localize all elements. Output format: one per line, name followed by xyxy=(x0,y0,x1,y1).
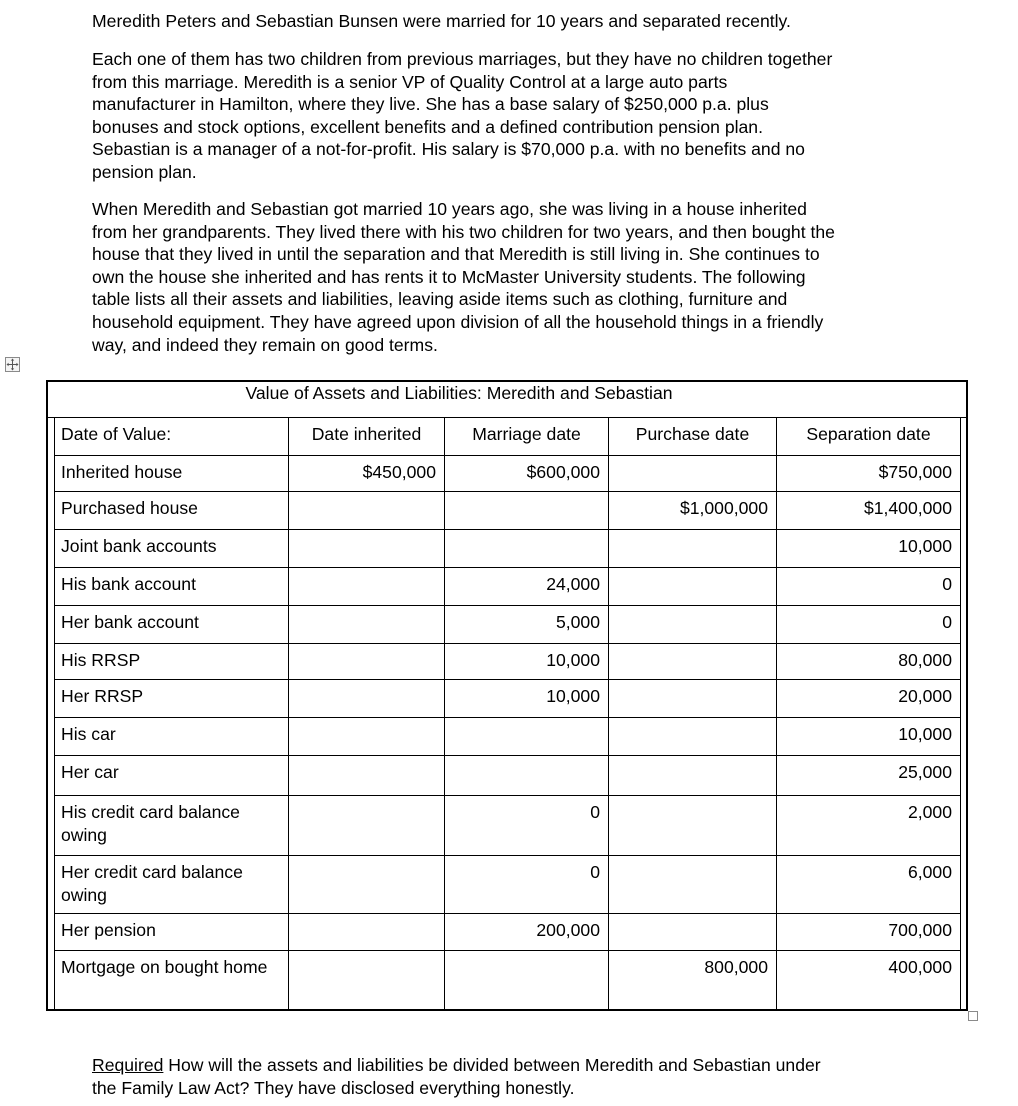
cell-value-separation: 20,000 xyxy=(898,686,952,706)
table-grid-line xyxy=(960,417,961,1009)
intro-paragraph-1: Meredith Peters and Sebastian Bunsen were married for 10 years and separated recently. xyxy=(92,11,791,31)
row-label: His bank account xyxy=(61,574,196,594)
row-label: His car xyxy=(61,724,116,744)
header-marriage-date: Marriage date xyxy=(472,424,581,444)
cell-value-separation: 10,000 xyxy=(898,536,952,556)
header-date-inherited: Date inherited xyxy=(311,424,422,444)
table-grid-line xyxy=(54,855,960,856)
cell-value-separation: 10,000 xyxy=(898,724,952,744)
cell-value-separation: 2,000 xyxy=(907,802,952,822)
table-grid-line xyxy=(288,417,289,1009)
row-label: His credit card balance owing xyxy=(61,802,240,845)
cell-value-marriage: 10,000 xyxy=(546,650,600,670)
cell-value-separation: 6,000 xyxy=(907,862,952,882)
required-question: Required How will the assets and liabilities be divided between Meredith and Sebastian under the Family Law Act? They have disclosed everything honestly. xyxy=(92,1055,821,1098)
table-grid-line xyxy=(54,491,960,492)
table-grid-line xyxy=(54,913,960,914)
row-label: Her bank account xyxy=(61,612,199,632)
cell-value-separation: 0 xyxy=(942,574,952,594)
table-resize-handle[interactable] xyxy=(968,1011,978,1021)
row-label: Her pension xyxy=(61,920,156,940)
table-grid-line xyxy=(54,417,55,1009)
cell-value-separation: 80,000 xyxy=(898,650,952,670)
row-label: Her car xyxy=(61,762,119,782)
table-grid-line xyxy=(54,950,960,951)
cell-value-separation: 0 xyxy=(942,612,952,632)
row-label: His RRSP xyxy=(61,650,141,670)
row-label: Joint bank accounts xyxy=(61,536,217,556)
cell-value-marriage: 200,000 xyxy=(536,920,600,940)
cell-value-purchase: 800,000 xyxy=(704,957,768,977)
table-move-handle-icon[interactable] xyxy=(5,357,20,372)
table-grid-line xyxy=(54,605,960,606)
cell-value-purchase: $1,000,000 xyxy=(679,498,768,518)
table-grid-line xyxy=(54,567,960,568)
table-grid-line xyxy=(54,455,960,456)
table-grid-line xyxy=(54,643,960,644)
required-label: Required xyxy=(92,1055,164,1075)
cell-value-separation: $1,400,000 xyxy=(863,498,952,518)
cell-value-separation: 400,000 xyxy=(888,957,952,977)
intro-paragraph-2: Each one of them has two children from previous marriages, but they have no children together from this marriage. Meredith is a senior VP of Quality Control at a large auto parts manufacturer in Hamilton, where they live. She has a base salary of $250,000 p.a. plus bonuses and stock options, excellent benefits and a defined contribution pension plan. Sebastian is a manager of a not-for-profit. His salary is $70,000 p.a. with no benefits and no pension plan. xyxy=(92,49,833,182)
table-caption: Value of Assets and Liabilities: Meredith and Sebastian xyxy=(245,383,673,403)
cell-value-marriage: $600,000 xyxy=(526,462,600,482)
cell-value-separation: 700,000 xyxy=(888,920,952,940)
table-grid-line xyxy=(54,795,960,796)
header-purchase-date: Purchase date xyxy=(635,424,750,444)
header-date-of-value: Date of Value: xyxy=(61,424,172,444)
table-grid-line xyxy=(54,755,960,756)
intro-paragraph-3: When Meredith and Sebastian got married 10 years ago, she was living in a house inherited from her grandparents. They lived there with his two children for two years, and then bought the house that they lived in until the separation and that Meredith is still living in. She continues to own the house she inherited and has rents it to McMaster University students. The following table lists all their assets and liabilities, leaving aside items such as clothing, furniture and household equipment. They have agreed upon division of all the household things in a friendly way, and indeed they remain on good terms. xyxy=(92,199,835,355)
cell-value-marriage: 0 xyxy=(590,802,600,822)
cell-value-separation: 25,000 xyxy=(898,762,952,782)
row-label: Inherited house xyxy=(61,462,183,482)
cell-value-marriage: 10,000 xyxy=(546,686,600,706)
row-label: Her credit card balance owing xyxy=(61,862,243,905)
assets-liabilities-table xyxy=(46,380,968,1011)
cell-value-inherited: $450,000 xyxy=(362,462,436,482)
table-grid-line xyxy=(54,529,960,530)
row-label: Mortgage on bought home xyxy=(61,957,268,977)
table-grid-line xyxy=(54,717,960,718)
cell-value-marriage: 24,000 xyxy=(546,574,600,594)
cell-value-marriage: 0 xyxy=(590,862,600,882)
header-separation-date: Separation date xyxy=(806,424,931,444)
row-label: Her RRSP xyxy=(61,686,144,706)
cell-value-marriage: 5,000 xyxy=(555,612,600,632)
table-grid-line xyxy=(48,417,966,418)
table-grid-line xyxy=(54,679,960,680)
cell-value-separation: $750,000 xyxy=(878,462,952,482)
row-label: Purchased house xyxy=(61,498,198,518)
